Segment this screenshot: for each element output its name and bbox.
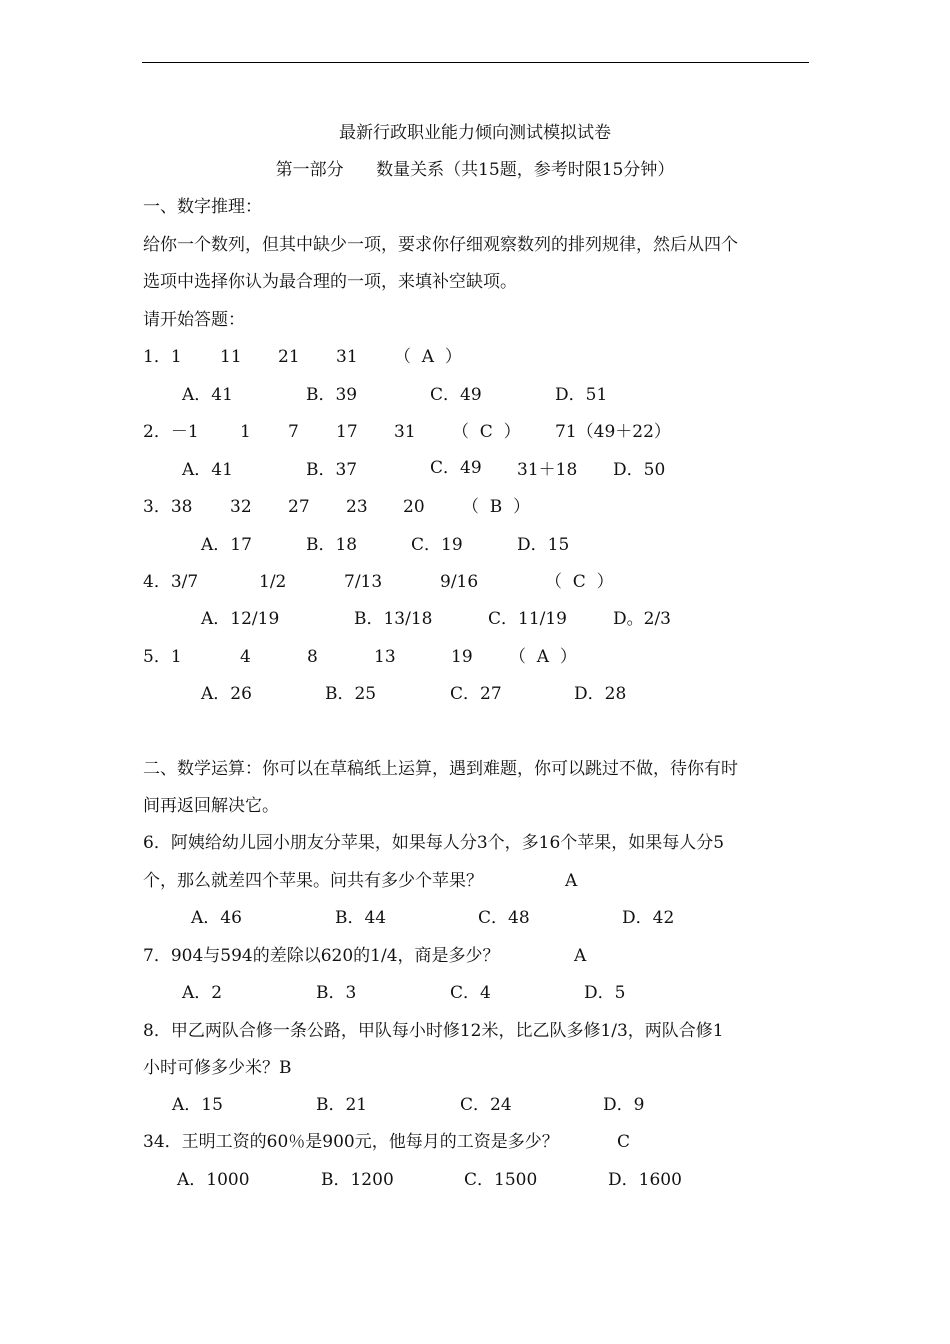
option-c: C．49	[430, 458, 482, 478]
q5-answer: （ A ）	[509, 647, 577, 667]
q2-note: 71（49＋22）	[555, 422, 671, 442]
q2-term: 17	[336, 422, 358, 442]
option-a: A．15	[172, 1095, 223, 1115]
option-c: C．11/19	[488, 609, 567, 629]
option-a: A．41	[182, 385, 233, 405]
option-d: D。2/3	[613, 609, 671, 629]
option-a: A．41	[182, 460, 233, 480]
start-prompt: 请开始答题：	[143, 310, 245, 330]
page-title: 最新行政职业能力倾向测试模拟试卷	[339, 123, 611, 143]
section2-heading-line1: 二、数学运算：你可以在草稿纸上运算，遇到难题，你可以跳过不做，待你有时	[143, 759, 738, 779]
q5-term: 13	[374, 647, 396, 667]
option-d: D．15	[517, 535, 570, 555]
q3-term: 20	[403, 497, 425, 517]
option-d: D．1600	[608, 1170, 682, 1190]
q2-answer: （ C ）	[452, 422, 521, 442]
option-b: B．37	[306, 460, 358, 480]
option-d: D．5	[584, 983, 626, 1003]
q5-term: 8	[307, 647, 318, 667]
q5-term: 19	[451, 647, 473, 667]
option-a: A．1000	[177, 1170, 250, 1190]
option-a: A．2	[182, 983, 223, 1003]
q2-term: 1	[240, 422, 251, 442]
option-b: B．44	[335, 908, 387, 928]
page-subtitle	[0, 160, 950, 180]
q1-term: 31	[336, 347, 358, 367]
q8-line2: 小时可修多少米？B	[143, 1058, 292, 1078]
option-c: C．24	[460, 1095, 512, 1115]
q4-term: 9/16	[440, 572, 479, 592]
q5-term: 4	[240, 647, 251, 667]
q34-line1: 34．王明工资的60％是900元，他每月的工资是多少？	[143, 1132, 559, 1152]
q5-number: 5．1	[143, 647, 182, 667]
q3-term: 32	[230, 497, 252, 517]
q6-line1: 6．阿姨给幼儿园小朋友分苹果，如果每人分3个，多16个苹果，如果每人分5	[143, 833, 725, 853]
option-c: C．1500	[464, 1170, 538, 1190]
q6-answer: A	[565, 871, 578, 891]
q2-term: 7	[288, 422, 299, 442]
q7-answer: A	[574, 946, 587, 966]
section1-intro-line1: 给你一个数列，但其中缺少一项，要求你仔细观察数列的排列规律，然后从四个	[143, 235, 738, 255]
q1-term: 11	[220, 347, 242, 367]
q4-term: 1/2	[259, 572, 287, 592]
option-b: B．21	[316, 1095, 368, 1115]
header-rule	[142, 62, 809, 63]
option-c: C．4	[450, 983, 491, 1003]
part-label: 第一部分	[275, 160, 344, 180]
option-c: C．49	[430, 385, 482, 405]
option-b: B．1200	[321, 1170, 394, 1190]
q3-term: 27	[288, 497, 310, 517]
q2-term: 31	[394, 422, 416, 442]
option-d: D．28	[574, 684, 627, 704]
option-b: B．3	[316, 983, 357, 1003]
section2-heading-line2: 间再返回解决它。	[143, 796, 279, 816]
q8-line1: 8．甲乙两队合修一条公路，甲队每小时修12米，比乙队多修1/3，两队合修1	[143, 1021, 724, 1041]
q34-answer: C	[617, 1132, 631, 1152]
section1-heading: 一、数字推理：	[143, 197, 262, 217]
q4-number: 4．3/7	[143, 572, 199, 592]
q4-term: 7/13	[344, 572, 383, 592]
section-label: 数量关系（共15题，参考时限15分钟）	[376, 160, 675, 180]
q3-number: 3．38	[143, 497, 193, 517]
q6-line2: 个，那么就差四个苹果。问共有多少个苹果？	[143, 871, 483, 891]
q1-number: 1．1	[143, 347, 182, 367]
q7-line1: 7．904与594的差除以620的1/4，商是多少？	[143, 946, 500, 966]
option-c: C．19	[411, 535, 463, 555]
option-d: D．50	[613, 460, 666, 480]
option-d: D．42	[622, 908, 675, 928]
option-c: C．27	[450, 684, 502, 704]
option-c: C．48	[478, 908, 530, 928]
option-b: B．39	[306, 385, 358, 405]
q2-number: 2．－1	[143, 422, 199, 442]
option-d: D．9	[603, 1095, 645, 1115]
option-a: A．26	[201, 684, 252, 704]
q1-term: 21	[278, 347, 300, 367]
q4-answer: （ C ）	[545, 572, 614, 592]
option-a: A．46	[191, 908, 242, 928]
option-b: B．25	[325, 684, 377, 704]
q1-answer: （ A ）	[394, 347, 462, 367]
option-b: B．18	[306, 535, 358, 555]
option-c-note: 31＋18	[517, 460, 578, 480]
q3-term: 23	[346, 497, 368, 517]
section1-intro-line2: 选项中选择你认为最合理的一项，来填补空缺项。	[143, 272, 517, 292]
option-a: A．12/19	[201, 609, 280, 629]
option-a: A．17	[201, 535, 252, 555]
q3-answer: （ B ）	[462, 497, 531, 517]
option-d: D．51	[555, 385, 608, 405]
option-b: B．13/18	[354, 609, 433, 629]
